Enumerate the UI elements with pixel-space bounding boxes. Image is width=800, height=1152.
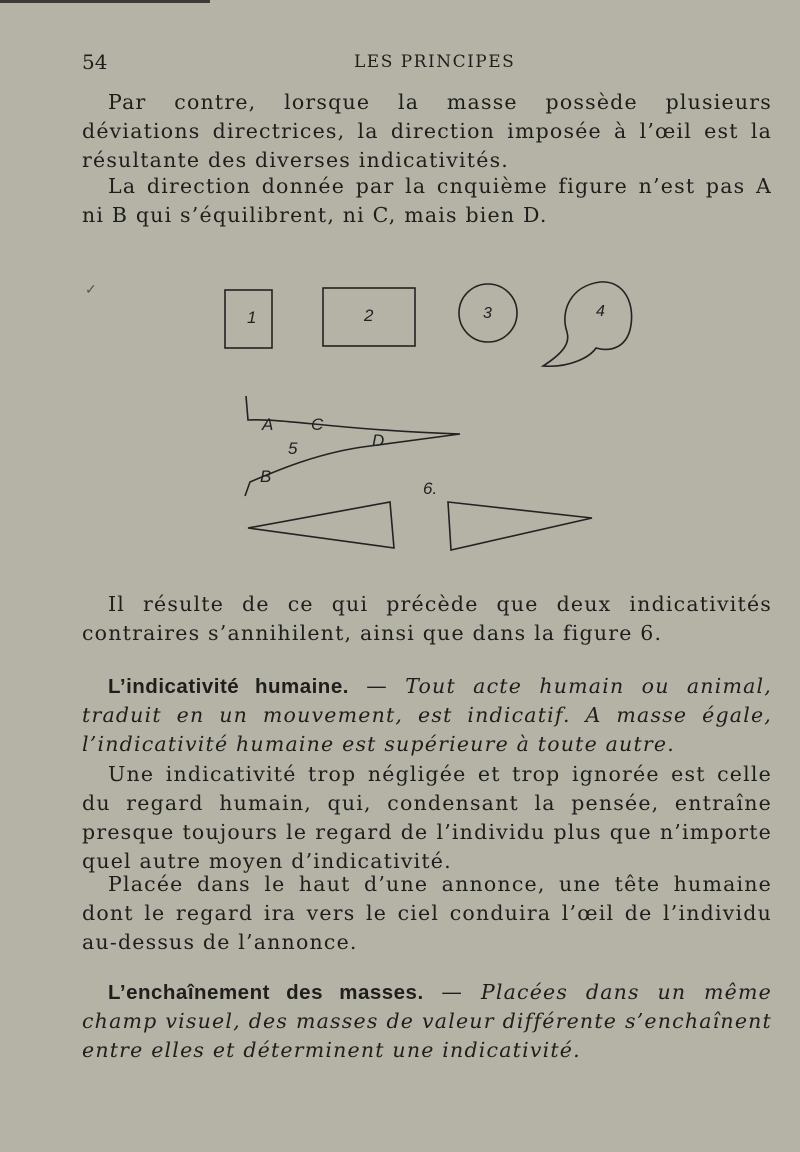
page-number: 54 (82, 50, 108, 74)
heading-dash-2: — (423, 980, 481, 1004)
pencil-mark-icon: ✓ (85, 282, 97, 298)
paragraph-6: Placée dans le haut d’une annonce, une tête humaine dont le regard ira vers le ciel conduira l’œil de l’individu au-dessus de l’annonce. (82, 872, 772, 954)
figure-4-tailed-circle (543, 282, 632, 366)
figure-5-label-b: B (260, 467, 272, 486)
figure-6-right-wedge (448, 502, 592, 550)
paragraph-5: Une indicativité trop négligée et trop ignorée est celle du regard humain, qui, condensant la pensée, entraîne presque toujours le regard de l’individu plus que n’importe quel autre moyen d’indicativité. (82, 762, 772, 873)
running-title: LES PRINCIPES (354, 52, 516, 72)
italic-statement-chain: Placées dans un même champ visuel, des masses de valeur différente s’enchaînent entre elles et déterminent une indicativité. (82, 980, 772, 1062)
figure-5-label-d: D (372, 431, 385, 450)
figure-5-number: 5 (288, 439, 298, 458)
paragraph-1: Par contre, lorsque la masse possède plusieurs déviations directrices, la direction imposée à l’œil est la résultante des diverses indicativités. (82, 90, 772, 172)
figure-6-left-wedge (248, 502, 394, 548)
paragraph-4 (82, 672, 772, 759)
section-heading-chain: L’enchaînement des masses. (108, 981, 424, 1004)
figure-3-label: 3 (483, 305, 492, 322)
figure-2-label: 2 (364, 306, 374, 325)
figure-5-label-a: A (262, 415, 274, 434)
paragraph-7 (82, 978, 772, 1065)
figure-5-label-c: C (311, 415, 324, 434)
figure-1-label: 1 (247, 308, 257, 327)
italic-statement-human: Tout acte humain ou animal, traduit en un mouvement, est indicatif. A masse égale, l’indicativité humaine est supérieure à toute autre. (82, 674, 772, 756)
section-heading-human: L’indicativité humaine. (108, 675, 349, 698)
paragraph-2: La direction donnée par la cnquième figure n’est pas A ni B qui s’équilibrent, ni C, mais bien D. (82, 174, 772, 227)
heading-dash: — (348, 674, 406, 698)
paragraph-3: Il résulte de ce qui précède que deux indicativités contraires s’annihilent, ainsi que dans la figure 6. (82, 592, 772, 645)
figure-6-label: 6. (423, 479, 438, 498)
figure-4-label: 4 (596, 303, 605, 320)
